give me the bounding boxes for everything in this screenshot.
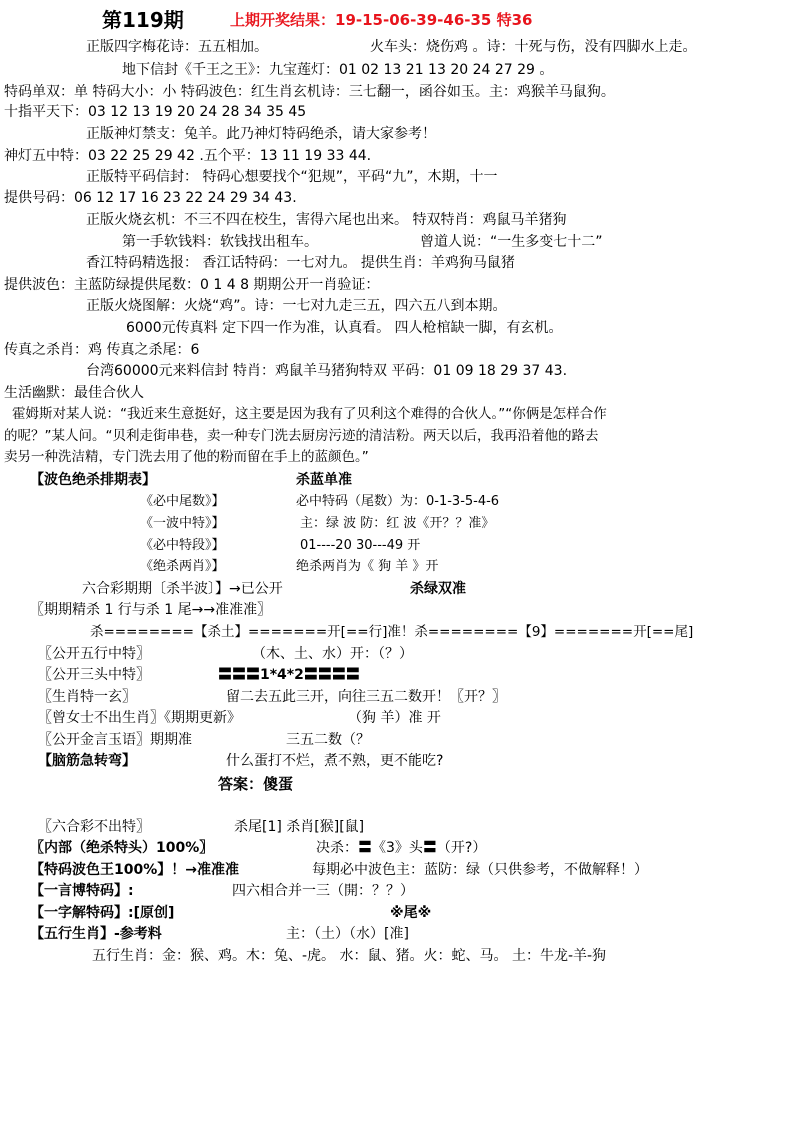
- line-21: 的呢？”某人问。“贝利走街串巷，卖一种专门洗去厨房污迹的清洁粉。两天以后，我再沿着他的路去: [4, 428, 599, 444]
- bottom-20: 留二去五此三开，向往三五二数开！〖开？〗: [226, 689, 506, 705]
- bottom-40: 五行生肖：金：猴、鸡。木：兔、-虎。 水：鼠、猪。火：蛇、马。 土：牛龙-羊-狗: [92, 948, 607, 964]
- bottom-7: 《必中特段》】: [140, 538, 225, 553]
- bottom-22: （狗 羊）准 开: [348, 710, 441, 726]
- line-12: 曾道人说：“一生多变七十二”: [420, 234, 603, 250]
- bottom-37: ※尾※: [390, 905, 432, 921]
- bottom-15: 〖公开五行中特〗: [38, 646, 150, 662]
- line-2: 火车头：烧伤鸡 。诗：十死与伤，没有四脚水上走。: [370, 39, 697, 55]
- bottom-11: 六合彩期期〔杀半波〕】→已公开: [82, 581, 283, 597]
- line-19: 生活幽默：最佳合伙人: [4, 385, 144, 401]
- line-17: 传真之杀肖：鸡 传真之杀尾：6: [4, 342, 200, 358]
- bottom-6: 主：绿 波 防：红 波《开？？准》: [300, 516, 495, 531]
- line-4: 特码单双：单 特码大小：小 特码波色：红生肖玄机诗：三七翻一，函谷如玉。主：鸡猴羊马鼠狗。: [4, 84, 615, 100]
- bottom-13: 〖期期精杀 1 行与杀 1 尾→→准准准〗: [30, 602, 272, 618]
- bottom-19: 〖生肖特一玄〗: [38, 689, 136, 705]
- bottom-36: 【一字解特码】:[原创]: [30, 905, 175, 921]
- line-22: 卖另一种洗洁精，专门洗去用了他的粉而留在手上的蓝颜色。”: [4, 449, 369, 465]
- bottom-18: 〓〓〓1*4*2〓〓〓〓: [218, 667, 360, 683]
- bottom-30: 〖内部（绝杀特头）100%〗: [30, 840, 214, 856]
- bottom-21: 〖曾女士不出生肖〗《期期更新》: [38, 710, 241, 726]
- line-11: 第一手软钱料：软钱找出租车。: [122, 234, 318, 250]
- bottom-28: 〖六合彩不出特〗: [38, 819, 150, 835]
- bottom-25: 【脑筋急转弯】: [38, 753, 136, 769]
- line-1: 正版四字梅花诗：五五相加。: [86, 39, 268, 55]
- bottom-27: 答案：傻蛋: [218, 775, 294, 793]
- line-18: 台湾60000元来料信封 特肖：鸡鼠羊马猪狗特双 平码：01 09 18 29 37 43.: [86, 363, 568, 379]
- bottom-38: 【五行生肖】-参考料: [30, 926, 162, 942]
- bottom-12: 杀绿双准: [410, 581, 466, 597]
- bottom-26: 什么蛋打不烂，煮不熟，更不能吃?: [226, 753, 444, 769]
- line-15: 正版火烧图解：火烧“鸡”。诗：一七对九走三五，四六五八到本期。: [86, 298, 507, 314]
- line-20: 霍姆斯对某人说：“我近来生意挺好，这主要是因为我有了贝利这个难得的合伙人。”“你俩是怎样合作: [12, 406, 607, 422]
- line-14: 提供波色：主蓝防绿提供尾数：0 1 4 8 期期公开一肖验证：: [4, 277, 380, 293]
- line-5: 十指平天下：03 12 13 19 20 24 28 34 35 45: [4, 104, 307, 120]
- bottom-1: 【波色绝杀排期表】: [30, 472, 156, 488]
- line-6: 正版神灯禁支：兔羊。此乃神灯特码绝杀，请大家参考！: [86, 126, 436, 142]
- bottom-33: 每期必中波色主：蓝防：绿（只供参考，不做解释！）: [312, 862, 648, 878]
- line-16: 6000元传真料 定下四一作为准，认真看。 四人枪棺缺一脚，有玄机。: [126, 320, 563, 336]
- bottom-14: 杀========【杀土】=======开[==行]准！杀========【9】=======开[==尾]: [90, 624, 694, 640]
- issue-title: 第119期: [102, 8, 184, 32]
- bottom-8: 01----20 30---49 开: [300, 538, 421, 553]
- bottom-2: 杀蓝单准: [296, 472, 352, 488]
- bottom-4: 必中特码（尾数）为：0-1-3-5-4-6: [296, 494, 500, 509]
- bottom-35: 四六相合并一三（開：？？）: [232, 883, 414, 899]
- bottom-29: 杀尾[1] 杀肖[猴][鼠]: [234, 819, 365, 835]
- line-13: 香江特码精选报： 香江话特码：一七对九。 提供生肖：羊鸡狗马鼠猪: [86, 255, 515, 271]
- bottom-23: 〖公开金言玉语〗期期准: [38, 732, 192, 748]
- bottom-24: 三五二数（？: [286, 732, 370, 748]
- bottom-10: 绝杀两肖为《 狗 羊 》开: [296, 559, 439, 574]
- bottom-31: 决杀：〓《3》头〓（开?）: [316, 840, 487, 856]
- previous-result: 上期开奖结果：19-15-06-39-46-35 特36: [230, 11, 533, 29]
- bottom-39: 主：（土）（水）[准]: [286, 926, 409, 942]
- line-3: 地下信封《千王之王》：九宝莲灯：01 02 13 21 13 20 24 27 29 。: [122, 62, 554, 78]
- line-9: 提供号码：06 12 17 16 23 22 24 29 34 43.: [4, 190, 297, 206]
- bottom-32: 【特码波色王100%】！→准准准: [30, 862, 239, 878]
- line-8: 正版特平码信封： 特码心想要找个“犯规”，平码“九”，木期，十一: [86, 169, 498, 185]
- line-7: 神灯五中特：03 22 25 29 42 .五个平：13 11 19 33 44.: [4, 148, 372, 164]
- bottom-16: （木、土、水）开：（？）: [252, 646, 413, 662]
- bottom-17: 〖公开三头中特〗: [38, 667, 150, 683]
- bottom-3: 《必中尾数》】: [140, 494, 225, 509]
- bottom-34: 【一言博特码】:: [30, 883, 134, 899]
- bottom-5: 《一波中特》】: [140, 516, 225, 531]
- bottom-9: 《绝杀两肖》】: [140, 559, 225, 574]
- line-10: 正版火烧玄机：不三不四在校生，害得六尾也出来。 特双特肖：鸡鼠马羊猪狗: [86, 212, 567, 228]
